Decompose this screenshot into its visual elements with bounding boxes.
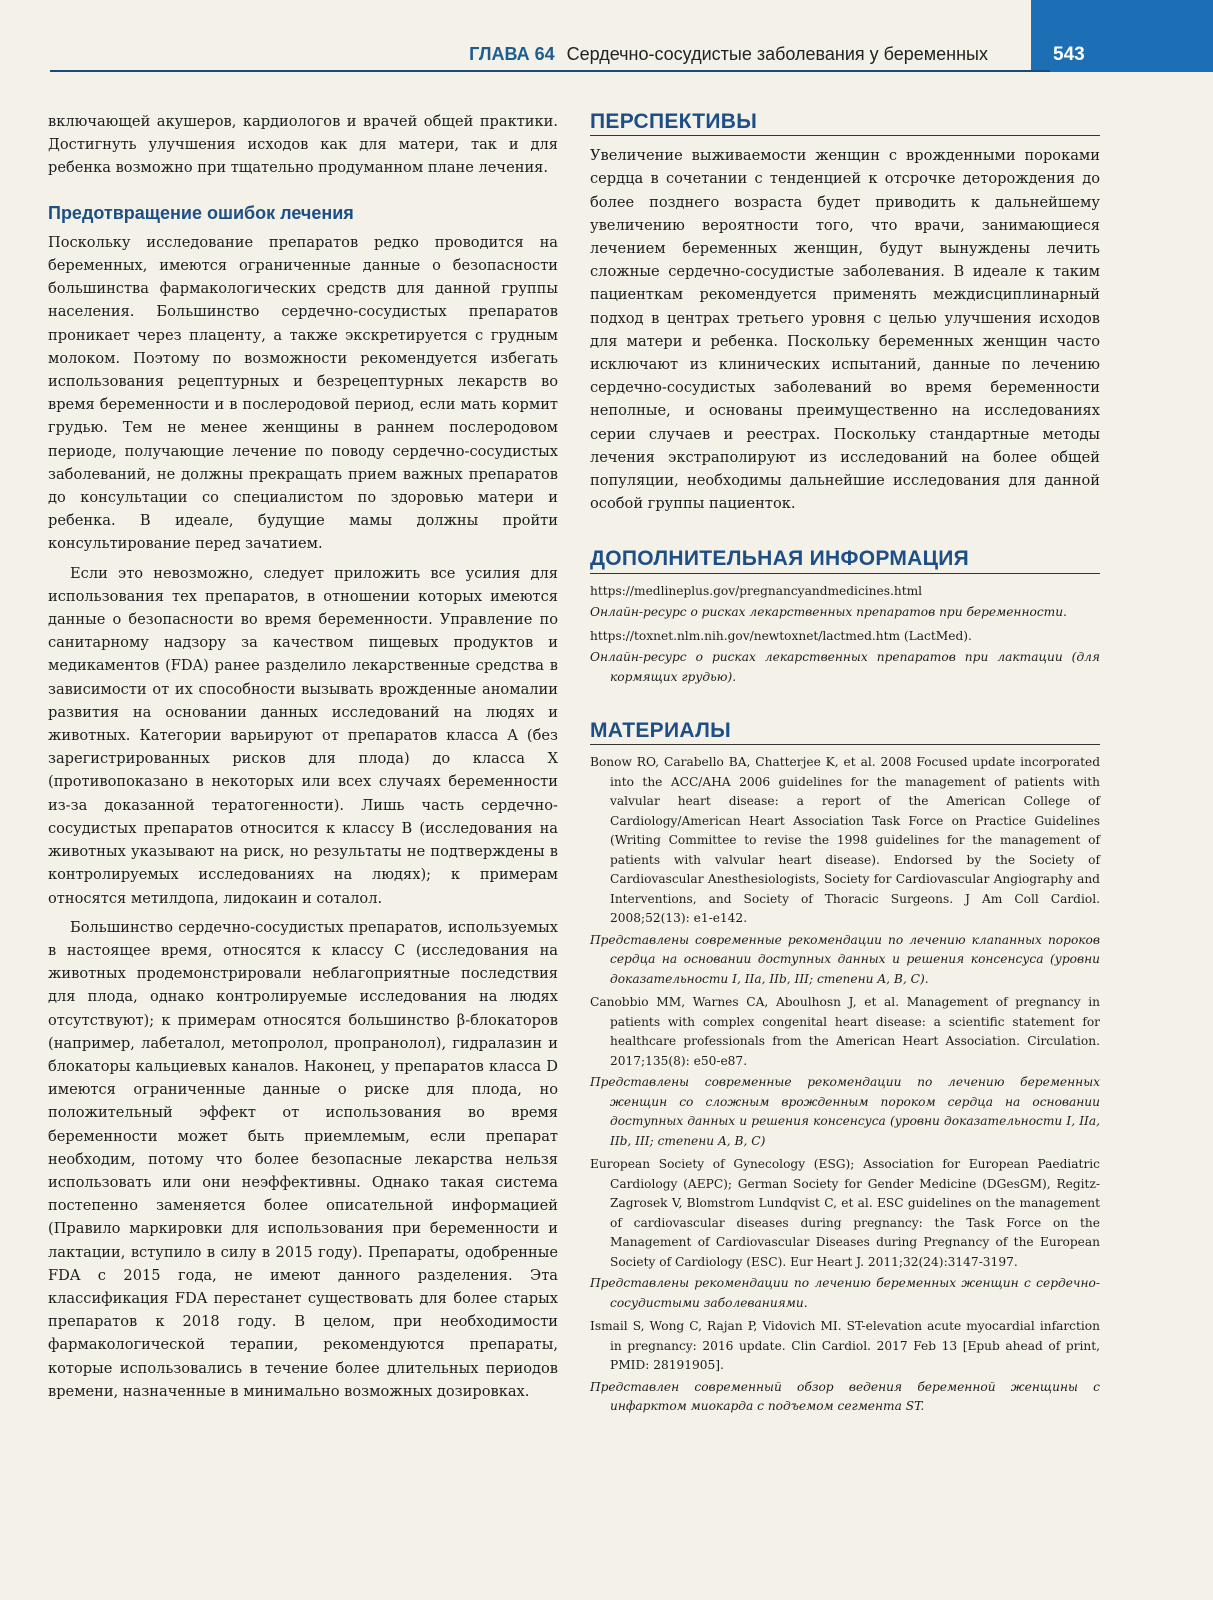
intro-paragraph: включающей акушеров, кардиологов и врачей общей практики. Достигнуть улучшения исходов как для матери, так и для ребенка возможно при тщательно продуманном плане лечения. [48,113,558,177]
chapter-name: Сердечно-сосудистые заболевания у беременных [566,44,988,64]
materials-heading: МАТЕРИАЛЫ [590,719,1100,745]
reference-entry: European Society of Gynecology (ESG); Association for European Paediatric Cardiology (AEPC); German Society for Gender Medicine (DGesGM), Regitz-Zagrosek V, Blomstrom Lundqvist C, et al. ESC guidelines on the management of cardiovascular diseases during pregnancy: the Task Force on the Management of Cardiovascular Diseases during Pregnancy of the European Society of Cardiology (ESC). Eur Heart J. 2011;32(24):3147-3197. [590,1157,1100,1269]
info-link[interactable]: https://toxnet.nlm.nih.gov/newtoxnet/lactmed.htm (LactMed). [590,628,972,643]
info-note: Онлайн-ресурс о рисках лекарственных препаратов при беременности. [590,605,1067,620]
additional-info-heading: ДОПОЛНИТЕЛЬНАЯ ИНФОРМАЦИЯ [590,547,1100,573]
info-link[interactable]: https://medlineplus.gov/pregnancyandmedicines.html [590,583,923,598]
paragraph-3: Большинство сердечно-сосудистых препаратов, используемых в настоящее время, относятся к классу C (исследования на животных продемонстрировали неблагоприятные последствия для плода, однако контролируемые исследования на людях отсутствуют); к примерам относятся большинство β-блокаторов (например, лабеталол, метопролол, пропранолол), гидралазин и блокаторы кальциевых каналов. Наконец, у препаратов класса D имеются ограниченные данные о риске для плода, но положительный эффект от использования во время беременности может быть приемлемым, если препарат необходим, потому что более безопасные лекарства нельзя использовать или они неэффективны. Однако такая система постепенно заменяется более описательной информацией (Правило маркировки для использования при беременности и лактации, вступило в силу в 2015 году). Препараты, одобренные FDA с 2015 года, не имеют данного разделения. Эта классификация FDA перестанет существовать для более старых препаратов к 2018 году. В целом, при необходимости фармакологической терапии, рекомендуются препараты, которые использовались в течение более длительных периодов времени, назначенные в минимально возможных дозировках. [48,918,558,1400]
reference-entry: Canobbio MM, Warnes CA, Aboulhosn J, et al. Management of pregnancy in patients with complex congenital heart disease: a scientific statement for healthcare professionals from the American Heart Association. Circulation. 2017;135(8): e50-e87. [590,995,1100,1068]
chapter-label: ГЛАВА 64 [469,44,555,64]
paragraph-2: Если это невозможно, следует приложить все усилия для использования тех препаратов, в отношении которых имеются данные о безопасности во время беременности. Управление по санитарному надзору за качеством пищевых продуктов и медикаментов (FDA) ранее разделило лекарственные средства в зависимости от их способности вызывать врожденные аномалии развития на основании данных исследований на людях и животных. Категории варьируют от препаратов класса A (без зарегистрированных рисков для плода) до класса X (противопоказано в некоторых или всех случаях беременности из-за доказанной тератогенности). Лишь часть сердечно-сосудистых препаратов относится к классу B (исследования на животных указывают на риск, но результаты не подтверждены в контролируемых исследованиях на людях); к примерам относятся метилдопа, лидокаин и соталол. [48,564,558,907]
info-note: Онлайн-ресурс о рисках лекарственных препаратов при лактации (для кормящих грудью). [590,650,1100,684]
references-list [590,753,1100,1417]
reference-entry: Bonow RO, Carabello BA, Chatterjee K, et al. 2008 Focused update incorporated into the ACC/AHA 2006 guidelines for the management of patients with valvular heart disease: a report of the American College of Cardiology/American Heart Association Task Force on Practice Guidelines (Writing Committee to revise the 1998 guidelines for the management of patients with valvular heart disease). Endorsed by the Society of Cardiovascular Anesthesiologists, Society for Cardiovascular Angiography and Interventions, and Society of Thoracic Surgeons. J Am Coll Cardiol. 2008;52(13): e1-e142. [590,755,1100,926]
paragraph-1: Поскольку исследование препаратов редко проводится на беременных, имеются ограниченные данные о безопасности большинства фармакологических средств для данной группы населения. Большинство сердечно-сосудистых препаратов проникает через плаценту, а также экскретируется с грудным молоком. Поэтому по возможности рекомендуется избегать использования рецептурных и безрецептурных лекарств во время беременности и в послеродовой период, если мать кормит грудью. Тем не менее женщины в раннем послеродовом периоде, получающие лечение по поводу сердечно-сосудистых заболеваний, не должны прекращать прием важных препаратов до консультации со специалистом по здоровью матери и ребенка. В идеале, будущие мамы должны пройти консультирование перед зачатием. [48,233,558,553]
left-column [48,110,558,1403]
reference-note: Представлены современные рекомендации по лечению клапанных пороков сердца на основании доступных данных и решения консенсуса (уровни доказательности I, IIa, IIb, III; степени A, B, C). [590,932,1100,986]
perspectives-heading: ПЕРСПЕКТИВЫ [590,110,1100,136]
subsection-heading: Предотвращение ошибок лечения [48,202,354,223]
page-number: 543 [1053,44,1085,65]
right-column [590,110,1100,1421]
reference-entry: Ismail S, Wong C, Rajan P, Vidovich MI. ST-elevation acute myocardial infarction in pregnancy: 2016 update. Clin Cardiol. 2017 Feb 13 [Epub ahead of print, PMID: 28191905]. [590,1319,1100,1373]
chapter-title [469,44,988,65]
reference-note: Представлен современный обзор ведения беременной женщины с инфарктом миокарда с подъемом сегмента ST. [590,1379,1100,1414]
header-rule [50,70,1050,72]
running-header [40,40,1213,74]
additional-info-list [590,582,1100,688]
perspectives-paragraph: Увеличение выживаемости женщин с врожденными пороками сердца в сочетании с тенденцией к отсрочке деторождения до более позднего возраста будет приводить к дальнейшему увеличению вероятности того, что врачи, занимающиеся лечением беременных женщин, будут вынуждены лечить сложные сердечно-сосудистые заболевания. В идеале к таким пациенткам рекомендуется применять междисциплинарный подход в центрах третьего уровня с целью улучшения исходов для матери и ребенка. Поскольку беременных женщин часто исключают из клинических испытаний, данные по лечению сердечно-сосудистых заболеваний во время беременности неполные, и основаны преимущественно на исследованиях серии случаев и реестрах. Поскольку стандартные методы лечения экстраполируют из исследований на более общей популяции, необходимы дальнейшие исследования для данной особой группы пациенток. [590,147,1100,513]
reference-note: Представлены современные рекомендации по лечению беременных женщин со сложным врожденным пороком сердца на основании доступных данных и решения консенсуса (уровни доказательности I, IIa, IIb, III; степени A, B, C) [590,1075,1100,1148]
reference-note: Представлены рекомендации по лечению беременных женщин с сердечно-сосудистыми заболеваниями. [590,1276,1100,1310]
